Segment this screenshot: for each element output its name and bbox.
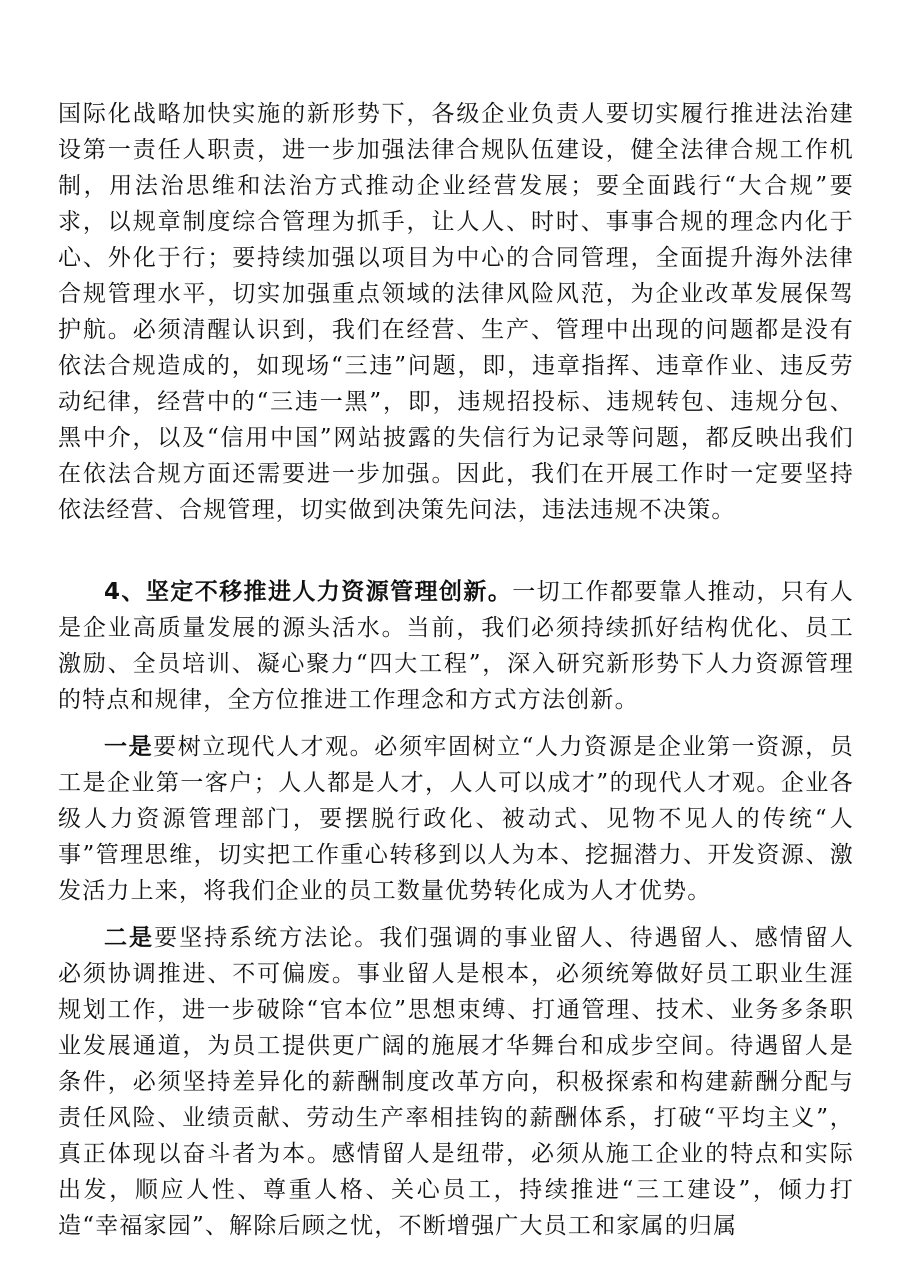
section-4-text: 一切工作都要靠人推动，只有人是企业高质量发展的源头活水。当前，我们必须持续抓好结构优化、员工激励、全员培训、凝心聚力“四大工程”，深入研究新形势下人力资源管理的特点和规律，全方位推进工作理念和方式方法创新。: [58, 579, 854, 713]
paragraph-point-2: [58, 920, 854, 1244]
point-2-text: 要坚持系统方法论。我们强调的事业留人、待遇留人、感情留人必须协调推进、不可偏废。事业留人是根本，必须统筹做好员工职业生涯规划工作，进一步破除“官本位”思想束缚、打通管理、技术、业务多条职业发展通道，为员工提供更广阔的施展才华舞台和成步空间。待遇留人是条件，必须坚持差异化的薪酬制度改革方向，积极探索和构建薪酬分配与责任风险、业绩贡献、劳动生产率相挂钩的薪酬体系，打破“平均主义”，真正体现以奋斗者为本。感情留人是纽带，必须从施工企业的特点和实际出发，顺应人性、尊重人格、关心员工，持续推进“三工建设”，倾力打造“幸福家园”、解除后顾之忧，不断增强广大员工和家属的归属: [58, 925, 854, 1239]
document-page: [58, 96, 854, 1244]
point-1-lead: 一是: [104, 734, 154, 760]
paragraph-section-4: [58, 574, 854, 718]
point-2-lead: 二是: [104, 925, 155, 951]
paragraph-legal-compliance: 国际化战略加快实施的新形势下，各级企业负责人要切实履行推进法治建设第一责任人职责，进一步加强法律合规队伍建设，健全法律合规工作机制，用法治思维和法治方式推动企业经营发展；要全面践行“大合规”要求，以规章制度综合管理为抓手，让人人、时时、事事合规的理念内化于心、外化于行；要持续加强以项目为中心的合同管理，全面提升海外法律合规管理水平，切实加强重点领域的法律风险风范，为企业改革发展保驾护航。必须清醒认识到，我们在经营、生产、管理中出现的问题都是没有依法合规造成的，如现场“三违”问题，即，违章指挥、违章作业、违反劳动纪律，经营中的“三违一黑”，即，违规招投标、违规转包、违规分包、黑中介，以及“信用中国”网站披露的失信行为记录等问题，都反映出我们在依法合规方面还需要进一步加强。因此，我们在开展工作时一定要坚持依法经营、合规管理，切实做到决策先问法，违法违规不决策。: [58, 101, 854, 523]
paragraph-point-1: [58, 729, 854, 909]
point-1-text: 要树立现代人才观。必须牢固树立“人力资源是企业第一资源，员工是企业第一客户；人人都是人才，人人可以成才”的现代人才观。企业各级人力资源管理部门，要摆脱行政化、被动式、见物不见人的传统“人事”管理思维，切实把工作重心转移到以人为本、挖掘潜力、开发资源、激发活力上来，将我们企业的员工数量优势转化成为人才优势。: [58, 734, 854, 904]
section-4-heading: 4、坚定不移推进人力资源管理创新。: [104, 579, 513, 605]
